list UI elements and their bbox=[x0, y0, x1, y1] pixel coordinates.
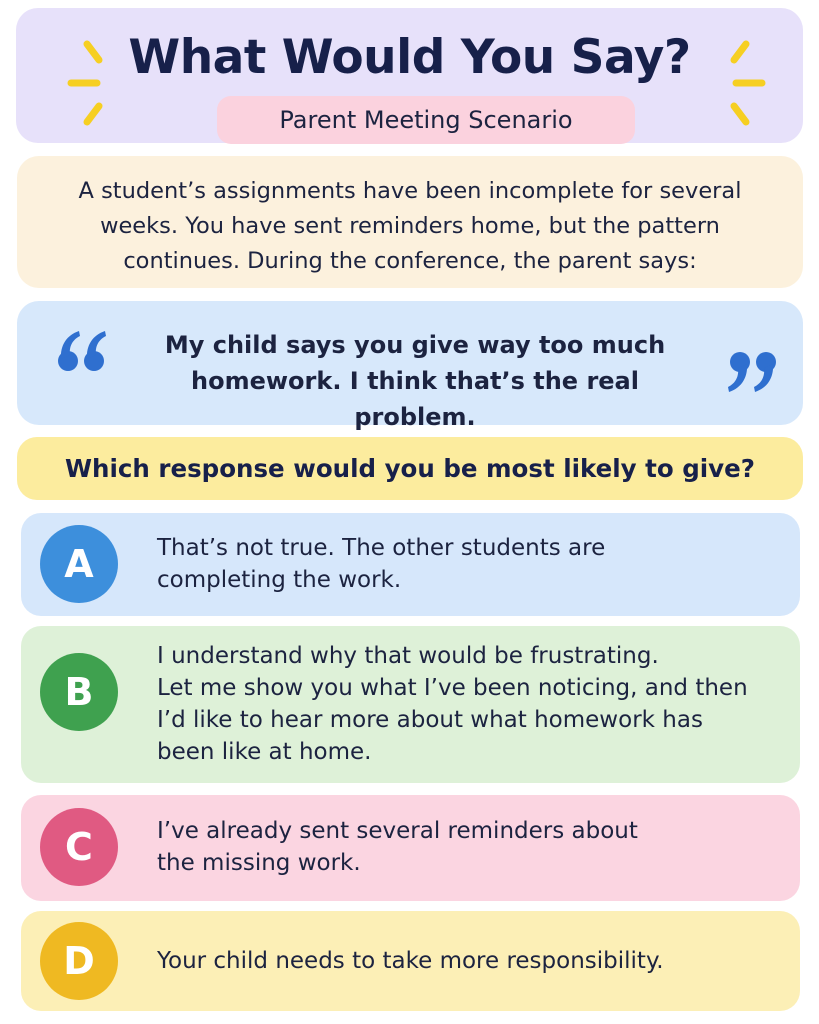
option-line: That’s not true. The other students are bbox=[157, 535, 606, 561]
scenario-line: weeks. You have sent reminders home, but the pattern bbox=[100, 213, 720, 239]
question-banner bbox=[17, 437, 803, 500]
close-quote-icon bbox=[721, 342, 781, 402]
option-line: I understand why that would be frustrating. bbox=[157, 643, 659, 669]
option-line: the missing work. bbox=[157, 850, 361, 876]
quote-line: homework. I think that’s the real problem. bbox=[191, 367, 639, 431]
option-line: Your child needs to take more responsibility. bbox=[157, 948, 664, 974]
option-line: I’ve already sent several reminders about bbox=[157, 818, 638, 844]
option-letter-badge: C bbox=[40, 808, 118, 886]
question-text: Which response would you be most likely to give? bbox=[65, 454, 755, 483]
option-text bbox=[157, 815, 776, 879]
page-title: What Would You Say? bbox=[128, 30, 691, 85]
option-line: been like at home. bbox=[157, 739, 372, 765]
option-d[interactable] bbox=[21, 911, 800, 1011]
option-text bbox=[157, 532, 776, 596]
option-b[interactable] bbox=[21, 626, 800, 783]
scenario-line: continues. During the conference, the parent says: bbox=[123, 248, 697, 274]
option-letter-badge: A bbox=[40, 525, 118, 603]
option-line: Let me show you what I’ve been noticing, and then bbox=[157, 675, 748, 701]
option-line: I’d like to hear more about what homework has bbox=[157, 707, 703, 733]
header-card bbox=[16, 8, 803, 143]
scenario-line: A student’s assignments have been incomplete for several bbox=[78, 178, 742, 204]
option-a[interactable] bbox=[21, 513, 800, 616]
parent-quote bbox=[127, 327, 703, 435]
sparkle-icon bbox=[728, 36, 784, 132]
option-letter-badge: B bbox=[40, 653, 118, 731]
parent-quote-card bbox=[17, 301, 803, 431]
scenario-subtitle: Parent Meeting Scenario bbox=[217, 96, 635, 144]
option-line: completing the work. bbox=[157, 567, 402, 593]
option-letter-badge: D bbox=[40, 922, 118, 1000]
scenario-description-card bbox=[17, 156, 803, 288]
open-quote-icon bbox=[55, 323, 115, 383]
option-text bbox=[157, 945, 776, 977]
option-text bbox=[157, 640, 776, 768]
quote-line: My child says you give way too much bbox=[164, 331, 666, 359]
option-c[interactable] bbox=[21, 795, 800, 901]
scenario-description bbox=[47, 174, 773, 279]
